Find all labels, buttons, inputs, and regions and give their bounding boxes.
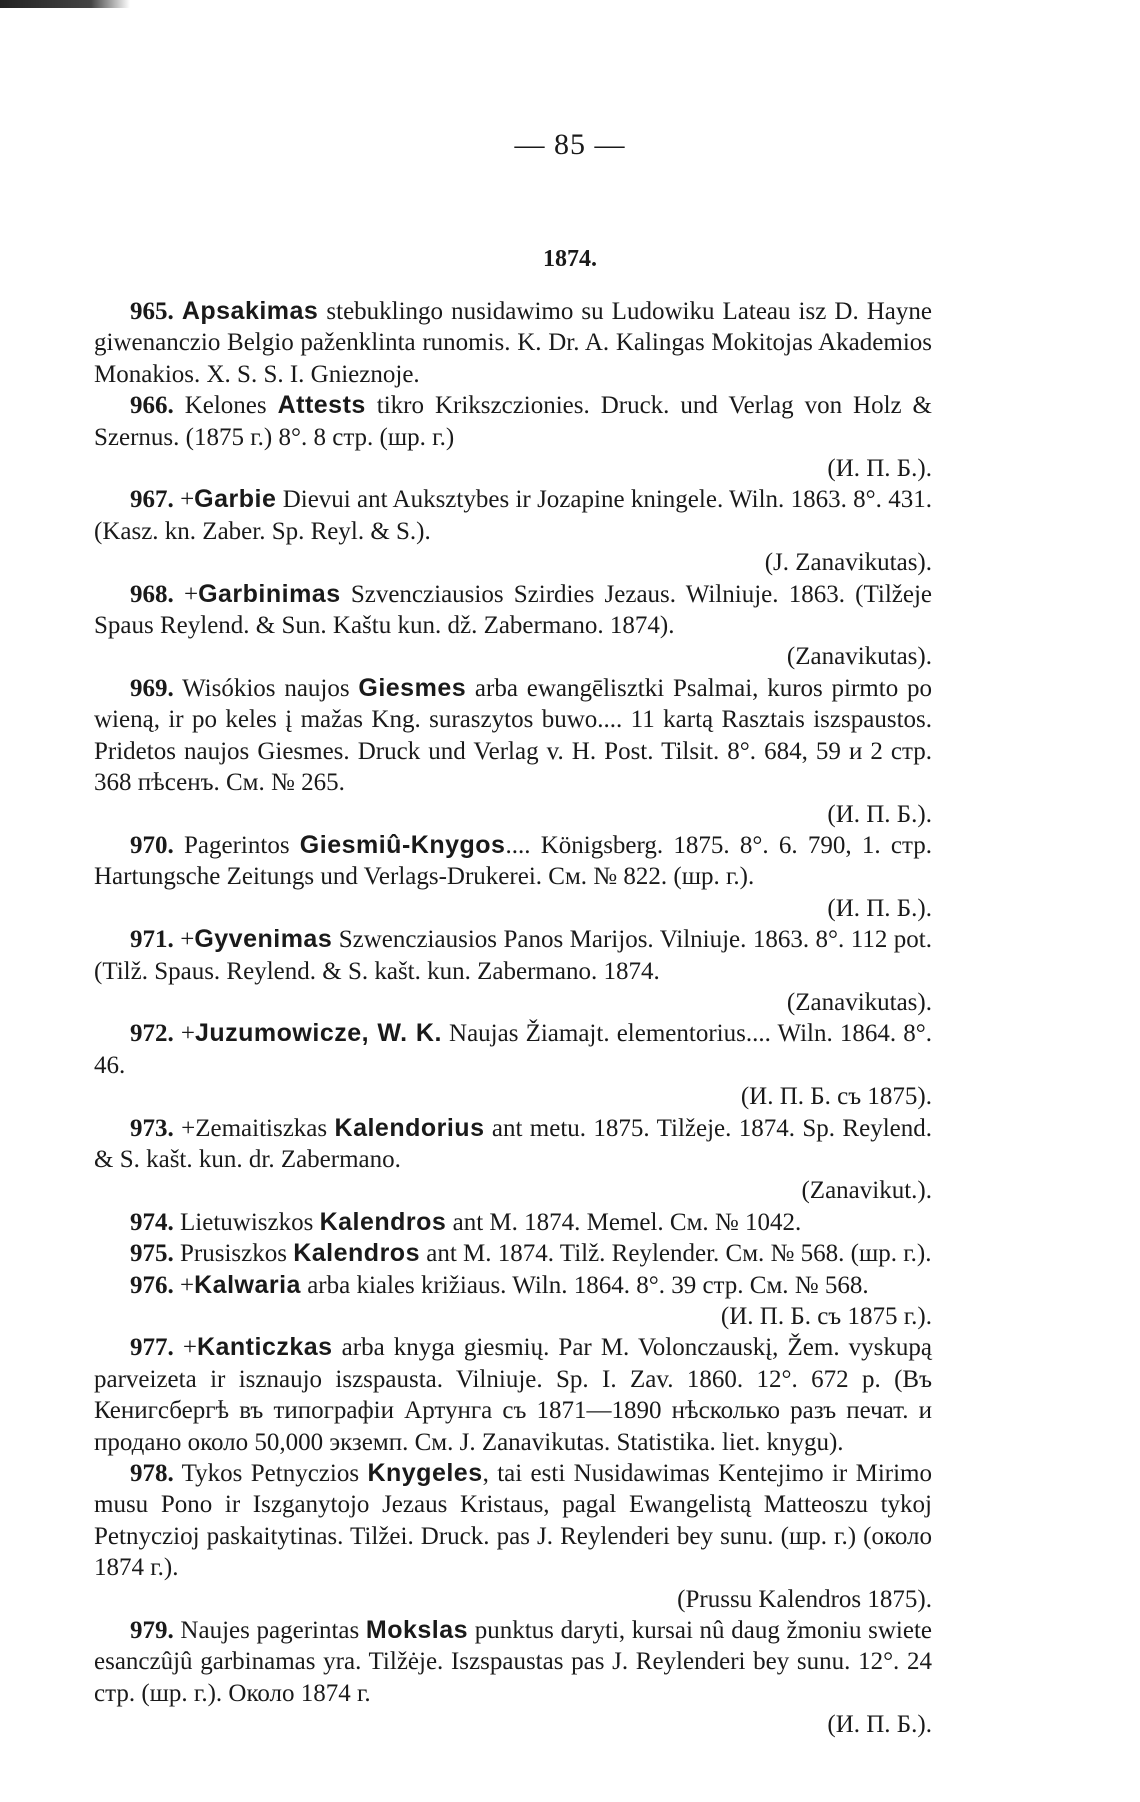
entry-number: 966. (130, 392, 174, 420)
entry-979 (94, 1615, 932, 1741)
page-number: — 85 — (514, 128, 626, 161)
entry-prefix: + (173, 1271, 195, 1299)
entry-keyword: Apsakimas (181, 297, 319, 325)
entry-prefix: + (173, 580, 199, 608)
entry-prefix: Wisókios naujos (173, 674, 359, 702)
entry-967 (94, 484, 932, 578)
entry-text: Naujas Žiamajt. elementorius.... Wiln. 1864. 8°. 46. (94, 1020, 932, 1079)
entry-keyword: Juzumowicze, W. K. (194, 1019, 442, 1048)
entry-974 (94, 1207, 932, 1238)
entry-970 (94, 830, 932, 924)
entry-number: 970. (130, 831, 174, 859)
entry-text: stebuklingo nusidawimo su Ludowiku Lateau isz D. Hayne giwenanczio Belgio paženklinta runomis. K. Dr. A. Kalingas Mokitojas Akademios Monakios. X. S. S. I. Gnieznoje. (94, 298, 932, 388)
entry-number: 974. (130, 1208, 174, 1236)
entry-keyword: Garbinimas (198, 579, 341, 608)
entry-keyword: Kalendorius (334, 1113, 485, 1142)
entry-keyword: Garbie (194, 485, 277, 514)
entry-prefix: + (173, 1334, 197, 1362)
entry-text: .... Königsberg. 1875. 8°. 6. 790, 1. стр. Hartungsche Zeitungs und Verlags-Drukerei. См. № 822. (шр. г.). (94, 831, 932, 891)
entry-attribution: (И. П. Б.). (827, 455, 932, 483)
entry-attribution: (И. П. Б.). (827, 800, 932, 828)
entry-number: 969. (130, 674, 174, 702)
entry-keyword: Knygeles (367, 1459, 483, 1488)
entry-text: Dievui ant Auksztybes ir Jozapine kningele. Wiln. 1863. 8°. 431. (Kasz. kn. Zaber. Sp. Reyl. & S.). (94, 486, 932, 545)
entry-prefix: + (173, 486, 195, 514)
entry-text: arba kiales križiaus. Wiln. 1864. 8°. 39 стр. См. № 568. (300, 1271, 869, 1299)
entry-text: ant M. 1874. Tilž. Reylender. См. № 568. (шр. г.). (419, 1240, 932, 1268)
entry-number: 972. (130, 1020, 174, 1048)
entry-965 (94, 296, 932, 390)
entry-972 (94, 1018, 932, 1112)
entry-968 (94, 579, 932, 673)
entry-keyword: Mokslas (365, 1616, 469, 1645)
entry-keyword: Gyvenimas (194, 925, 333, 954)
entry-number: 973. (130, 1114, 174, 1142)
entry-attribution: (И. П. Б.). (827, 894, 932, 922)
entry-text: , tai esti Nusidawimas Kentejimo ir Mirimo musu Pono ir Iszganytojo Jezaus Kristaus, pagal Ewangelistą Matteoszu tykoj Petnyczioj paskaitytinas. Tilžei. Druck. pas J. Reylenderi bey sunu. (шр. г.) (около 1874 г.). (94, 1460, 932, 1582)
entry-prefix: + (173, 926, 195, 954)
bibliography-entries (94, 296, 932, 1741)
entry-text: Szwencziausios Panos Marijos. Vilniuje. 1863. 8°. 112 pot. (Tilž. Spaus. Reylend. & S. kašt. kun. Zabermano. 1874. (94, 926, 932, 985)
entry-976 (94, 1270, 932, 1333)
entry-keyword: Kalwaria (194, 1270, 301, 1299)
entry-text: ant M. 1874. Memel. См. № 1042. (446, 1208, 802, 1236)
entry-number: 975. (130, 1240, 174, 1268)
entry-prefix: Kelones (173, 392, 278, 420)
entry-975 (94, 1238, 932, 1269)
entry-attribution: (J. Zanavikutas). (764, 549, 932, 577)
scan-artifact (0, 0, 130, 8)
entry-number: 976. (130, 1271, 174, 1299)
entry-969 (94, 673, 932, 830)
entry-978 (94, 1458, 932, 1615)
entry-text: arba ewangēlisztki Psalmai, kuros pirmto po wieną, ir po keles į mažas Kng. suraszytos buwo.... 11 kartą Rasztais iszspaustos. Pridetos naujos Giesmes. Druck und Verlag v. H. Post. Tilsit. 8°. 684, 59 и 2 стр. 368 пѣсенъ. См. № 265. (94, 674, 932, 797)
entry-attribution: (Zanavikutas). (786, 643, 932, 671)
entry-keyword: Attests (277, 391, 366, 420)
entry-number: 977. (130, 1334, 174, 1362)
entry-966 (94, 390, 932, 484)
entry-number: 979. (130, 1617, 174, 1645)
entry-attribution: (И. П. Б. съ 1875). (740, 1083, 932, 1111)
entry-number: 978. (130, 1460, 174, 1488)
entry-prefix: Prusiszkos (173, 1240, 294, 1268)
entry-prefix: Tykos Petnyczios (173, 1460, 368, 1488)
entry-keyword: Kalendros (293, 1239, 420, 1268)
entry-text: arba knyga giesmių. Par M. Volonczauskį, Žem. vyskupą parveizeta ir isznaujo iszspausta. Vilniuje. Sp. I. Zav. 1860. 12°. 672 p. (Въ Кенигсбергѣ въ типографіи Артунга съ 1871—1890 нѣсколько разъ печат. и продано около 50,000 экземп. См. J. Zanavikutas. Statistika. liet. knygu). (94, 1334, 932, 1456)
entry-number: 965. (130, 298, 174, 325)
entry-keyword: Kanticzkas (196, 1333, 333, 1362)
entry-text: Szvencziausios Szirdies Jezaus. Wilniuje. 1863. (Tilžeje Spaus Reylend. & Sun. Kaštu kun. dž. Zabermano. 1874). (94, 580, 932, 640)
entry-971 (94, 924, 932, 1018)
entry-prefix: Naujes pagerintas (173, 1617, 366, 1645)
entry-text: ant metu. 1875. Tilžeje. 1874. Sp. Reylend. & S. kašt. kun. dr. Zabermano. (94, 1114, 932, 1173)
entry-973 (94, 1113, 932, 1207)
entry-prefix: Pagerintos (173, 831, 300, 859)
entry-attribution: (Zanavikut.). (801, 1177, 932, 1205)
entry-prefix: + (173, 1020, 195, 1048)
entry-text: tikro Krikszczionies. Druck. und Verlag von Holz & Szernus. (1875 г.) 8°. 8 стр. (шр. г.) (94, 392, 933, 451)
entry-keyword: Kalendros (319, 1207, 447, 1236)
entry-text: punktus daryti, kursai nû daug žmoniu swiete esanczûjû garbinamas yra. Tilžėje. Iszspaustas pas J. Reylenderi bey sunu. 12°. 24 стр. (шр. г.). Около 1874 г. (94, 1617, 933, 1707)
entry-attribution: (Zanavikutas). (786, 988, 932, 1016)
entry-prefix: Lietuwiszkos (173, 1208, 320, 1236)
entry-attribution: (Prussu Kalendros 1875). (677, 1585, 932, 1613)
year-heading: 1874. (543, 246, 597, 272)
entry-prefix: +Zemaitiszkas (173, 1114, 335, 1142)
entry-attribution: (И. П. Б. съ 1875 г.). (720, 1303, 932, 1330)
entry-keyword: Giesmes (358, 673, 467, 702)
entry-number: 971. (130, 926, 174, 954)
entry-attribution: (И. П. Б.). (827, 1711, 932, 1739)
entry-number: 967. (130, 486, 174, 514)
entry-keyword: Giesmiû-Knygos (299, 830, 506, 859)
entry-977 (94, 1332, 932, 1458)
entry-number: 968. (130, 580, 174, 608)
